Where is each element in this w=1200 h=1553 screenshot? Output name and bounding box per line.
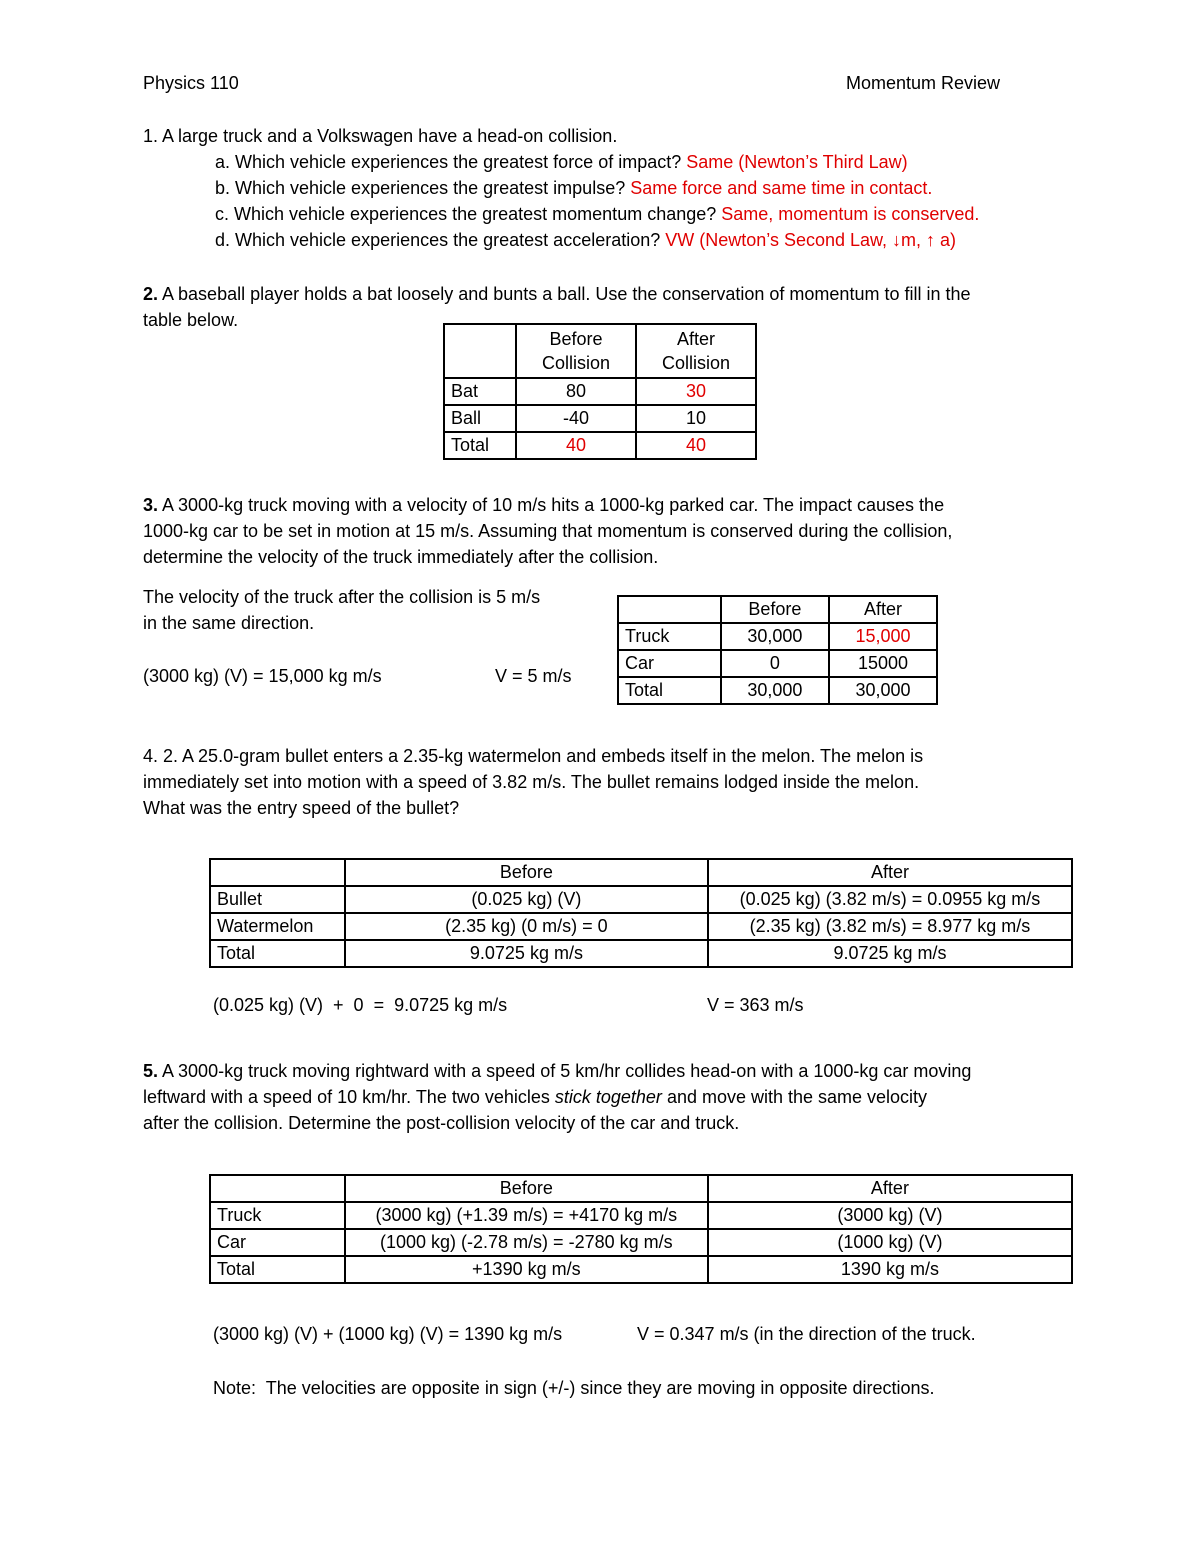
q5-head-before: Before	[345, 1175, 708, 1202]
q4-prompt-line1: 4. 2. A 25.0-gram bullet enters a 2.35-kg watermelon and embeds itself in the melon. The melon is	[143, 746, 924, 766]
table-row	[444, 432, 756, 459]
row-label: Truck	[618, 623, 721, 650]
q5-head-after: After	[708, 1175, 1072, 1202]
cell-before: (0.025 kg) (V)	[345, 886, 708, 913]
q3-number: 3.	[143, 495, 159, 515]
cell-after: 15,000	[829, 623, 937, 650]
table-row	[618, 650, 937, 677]
q3-prompt-line3: determine the velocity of the truck immediately after the collision.	[143, 547, 659, 567]
cell-before: +1390 kg m/s	[345, 1256, 708, 1283]
cell-before: (1000 kg) (-2.78 m/s) = -2780 kg m/s	[345, 1229, 708, 1256]
cell-after: 30	[636, 378, 756, 405]
q3-head-after: After	[829, 596, 937, 623]
q2-table	[443, 323, 757, 460]
q2-prompt-line2: table below.	[143, 310, 239, 330]
q3-head-before: Before	[721, 596, 829, 623]
q1-part-b: b. Which vehicle experiences the greatest impulse? Same force and same time in contact.	[215, 178, 933, 198]
table-row	[210, 940, 1072, 967]
cell-after: (2.35 kg) (3.82 m/s) = 8.977 kg m/s	[708, 913, 1072, 940]
q2-head-after: After Collision	[636, 324, 756, 378]
table-header-row	[618, 596, 937, 623]
q5-equation: (3000 kg) (V) + (1000 kg) (V) = 1390 kg m/s	[213, 1324, 563, 1344]
cell-after: (0.025 kg) (3.82 m/s) = 0.0955 kg m/s	[708, 886, 1072, 913]
cell-after: 15000	[829, 650, 937, 677]
q4-head-before: Before	[345, 859, 708, 886]
q3-prompt-line2: 1000-kg car to be set in motion at 15 m/s. Assuming that momentum is conserved during the collision,	[143, 521, 953, 541]
q3-result: V = 5 m/s	[495, 666, 572, 686]
q5-table	[209, 1174, 1073, 1284]
q1-answer-b: Same force and same time in contact.	[630, 178, 933, 198]
cell-after: 40	[636, 432, 756, 459]
row-label: Bat	[444, 378, 516, 405]
q1-part-a: a. Which vehicle experiences the greatest force of impact? Same (Newton’s Third Law)	[215, 152, 908, 172]
q5-prompt-line1: 5. A 3000-kg truck moving rightward with a speed of 5 km/hr collides head-on with a 1000-kg car moving	[143, 1061, 972, 1081]
row-label: Car	[210, 1229, 345, 1256]
table-row	[210, 1256, 1072, 1283]
table-row	[444, 405, 756, 432]
q3-answer-line1: The velocity of the truck after the collision is 5 m/s	[143, 587, 541, 607]
q3-table	[617, 595, 938, 705]
row-label: Car	[618, 650, 721, 677]
cell-before: 30,000	[721, 677, 829, 704]
q1-answer-a: Same (Newton’s Third Law)	[686, 152, 908, 172]
table-row	[210, 1202, 1072, 1229]
row-label: Total	[210, 1256, 345, 1283]
cell-before: (3000 kg) (+1.39 m/s) = +4170 kg m/s	[345, 1202, 708, 1229]
table-row	[444, 378, 756, 405]
q3-prompt-line1: 3. A 3000-kg truck moving with a velocity of 10 m/s hits a 1000-kg parked car. The impact causes the	[143, 495, 945, 515]
table-row	[618, 677, 937, 704]
q2-head-before: Before Collision	[516, 324, 636, 378]
header-right: Momentum Review	[846, 73, 1001, 93]
q4-table	[209, 858, 1073, 968]
q1-part-c: c. Which vehicle experiences the greatest momentum change? Same, momentum is conserved.	[215, 204, 980, 224]
row-label: Watermelon	[210, 913, 345, 940]
cell-after: 9.0725 kg m/s	[708, 940, 1072, 967]
cell-before: 0	[721, 650, 829, 677]
cell-before: 9.0725 kg m/s	[345, 940, 708, 967]
q4-number: 4.	[143, 746, 159, 766]
table-row	[618, 623, 937, 650]
cell-after: 10	[636, 405, 756, 432]
table-header-row	[444, 324, 756, 378]
cell-after: (1000 kg) (V)	[708, 1229, 1072, 1256]
row-label: Truck	[210, 1202, 345, 1229]
q5-prompt-line3: after the collision. Determine the post-collision velocity of the car and truck.	[143, 1113, 740, 1133]
q3-equation: (3000 kg) (V) = 15,000 kg m/s	[143, 666, 382, 686]
q3-answer-line2: in the same direction.	[143, 613, 315, 633]
q5-emphasis: stick together	[554, 1087, 662, 1107]
row-label: Total	[210, 940, 345, 967]
table-header-row	[210, 1175, 1072, 1202]
row-label: Bullet	[210, 886, 345, 913]
cell-after: 30,000	[829, 677, 937, 704]
q2-number: 2.	[143, 284, 159, 304]
cell-before: (2.35 kg) (0 m/s) = 0	[345, 913, 708, 940]
row-label: Ball	[444, 405, 516, 432]
q4-prompt-line2: immediately set into motion with a speed of 3.82 m/s. The bullet remains lodged inside the melon.	[143, 772, 920, 792]
table-header-row	[210, 859, 1072, 886]
q2-prompt-line1: 2. A baseball player holds a bat loosely and bunts a ball. Use the conservation of momentum to fill in the	[143, 284, 971, 304]
q4-result: V = 363 m/s	[707, 995, 804, 1015]
q4-prompt-line3: What was the entry speed of the bullet?	[143, 798, 460, 818]
q1-answer-c: Same, momentum is conserved.	[721, 204, 980, 224]
q1-part-d: d. Which vehicle experiences the greatest acceleration? VW (Newton’s Second Law, ↓m, ↑ a)	[215, 230, 957, 250]
row-label: Total	[618, 677, 721, 704]
q5-number: 5.	[143, 1061, 159, 1081]
q5-note: Note: The velocities are opposite in sign (+/-) since they are moving in opposite directions.	[213, 1378, 935, 1398]
table-row	[210, 1229, 1072, 1256]
q4-head-after: After	[708, 859, 1072, 886]
row-label: Total	[444, 432, 516, 459]
cell-before: 30,000	[721, 623, 829, 650]
q1-number: 1.	[143, 126, 159, 146]
header-left: Physics 110	[143, 73, 239, 93]
q1-prompt: 1. A large truck and a Volkswagen have a head-on collision.	[143, 126, 618, 146]
cell-before: 40	[516, 432, 636, 459]
cell-before: -40	[516, 405, 636, 432]
cell-before: 80	[516, 378, 636, 405]
q1-answer-d: VW (Newton’s Second Law, ↓m, ↑ a)	[665, 230, 957, 250]
table-row	[210, 913, 1072, 940]
cell-after: (3000 kg) (V)	[708, 1202, 1072, 1229]
q5-result: V = 0.347 m/s (in the direction of the truck.	[637, 1324, 976, 1344]
q5-prompt-line2: leftward with a speed of 10 km/hr. The two vehicles stick together and move with the same velocity	[143, 1087, 928, 1107]
q4-equation: (0.025 kg) (V) + 0 = 9.0725 kg m/s	[213, 995, 508, 1015]
cell-after: 1390 kg m/s	[708, 1256, 1072, 1283]
table-row	[210, 886, 1072, 913]
